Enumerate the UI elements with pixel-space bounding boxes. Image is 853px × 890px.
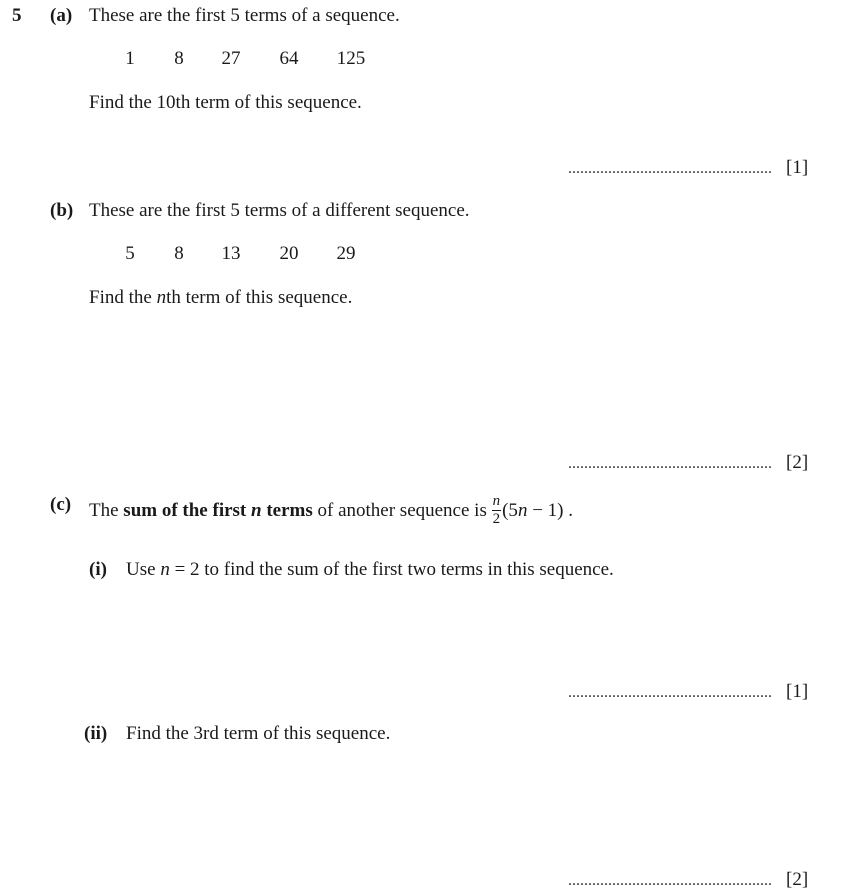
part-b-task-var: n (156, 287, 167, 308)
part-b-term: 8 (174, 243, 184, 264)
part-a-term: 1 (125, 48, 135, 69)
part-c-ii-text: Find the 3rd term of this sequence. (126, 723, 391, 744)
formula-fraction (492, 494, 502, 527)
part-c-intro (89, 495, 573, 528)
formula-open: (5 (502, 499, 518, 521)
marks-badge: [1] (786, 681, 809, 702)
part-c-i-answer-line[interactable] (568, 682, 808, 701)
part-c-intro-bold-var: n (251, 499, 262, 521)
formula-var: n (517, 499, 528, 521)
part-b-label: (b) (50, 200, 74, 221)
part-b-task (89, 288, 352, 307)
part-c-intro-bold-1: sum of the first (123, 499, 251, 521)
answer-dots: ................................................... (568, 455, 772, 472)
part-c-i-text-var: n (160, 559, 170, 580)
formula-numerator: n (492, 493, 501, 509)
part-a-term: 27 (221, 48, 241, 69)
part-b-task-suffix: th term of this sequence. (166, 287, 353, 308)
part-c-ii-label: (ii) (84, 723, 108, 744)
formula-denominator: 2 (492, 511, 501, 527)
part-b-term: 5 (125, 243, 135, 264)
formula-rest: − 1) . (527, 499, 573, 521)
answer-dots: ................................................... (568, 684, 772, 701)
part-c-intro-suffix: of another sequence is (312, 499, 492, 521)
marks-badge: [2] (786, 869, 809, 890)
part-a-term: 8 (174, 48, 184, 69)
part-c-i-text (126, 560, 614, 579)
part-b-term: 29 (336, 243, 356, 264)
part-c-i-label: (i) (89, 559, 107, 580)
answer-dots: ................................................... (568, 872, 772, 889)
part-b-intro: These are the first 5 terms of a different sequence. (89, 200, 470, 221)
part-b-answer-line[interactable] (568, 453, 808, 472)
marks-badge: [1] (786, 157, 809, 178)
part-a-task: Find the 10th term of this sequence. (89, 92, 362, 113)
part-c-i-text-suffix: = 2 to find the sum of the first two terms in this sequence. (169, 559, 614, 580)
marks-badge: [2] (786, 452, 809, 473)
part-c-ii-answer-line[interactable] (568, 870, 808, 889)
answer-dots: ................................................... (568, 160, 772, 177)
part-b-task-prefix: Find the (89, 287, 157, 308)
part-c-intro-bold-2: terms (261, 499, 313, 521)
part-a-term: 125 (336, 48, 366, 69)
part-a-intro: These are the first 5 terms of a sequence. (89, 5, 400, 26)
part-b-term: 13 (221, 243, 241, 264)
part-c-label: (c) (50, 494, 72, 515)
part-c-intro-prefix: The (89, 499, 124, 521)
question-number: 5 (12, 5, 22, 26)
part-a-label: (a) (50, 5, 73, 26)
part-a-answer-line[interactable] (568, 158, 808, 177)
part-b-term: 20 (279, 243, 299, 264)
part-c-i-text-prefix: Use (126, 559, 161, 580)
part-a-term: 64 (279, 48, 299, 69)
